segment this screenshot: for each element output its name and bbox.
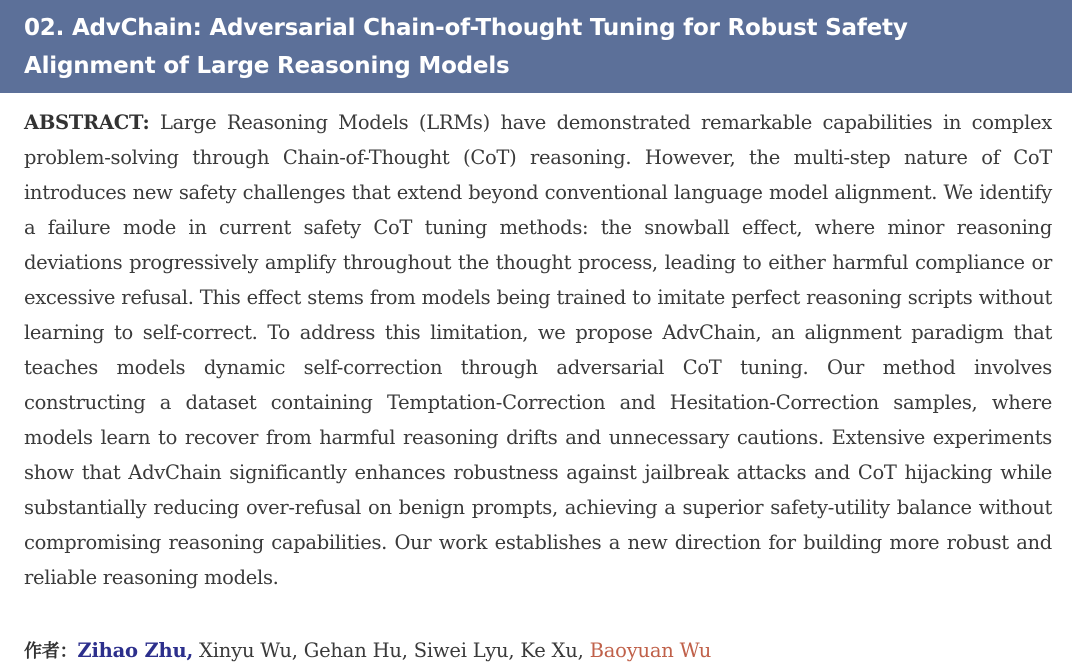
author-line bbox=[24, 634, 1052, 668]
first-author: Zihao Zhu, bbox=[77, 639, 194, 662]
corresponding-author: Baoyuan Wu bbox=[589, 639, 712, 662]
authors-label: 作者： bbox=[24, 641, 78, 662]
abstract-paragraph bbox=[24, 105, 1052, 595]
title-banner bbox=[0, 0, 1072, 93]
abstract-text: Large Reasoning Models (LRMs) have demonstrated remarkable capabilities in complex problem-solving through Chain-of-Thought (CoT) reasoning. However, the multi-step nature of CoT introduces new safety challenges that extend beyond conventional language model alignment. We identify a failure mode in current safety CoT tuning methods: the snowball effect, where minor reasoning deviations progressively amplify throughout the thought process, leading to either harmful compliance or excessive refusal. This effect stems from models being trained to imitate perfect reasoning scripts without learning to self-correct. To address this limitation, we propose AdvChain, an alignment paradigm that teaches models dynamic self-correction through adversarial CoT tuning. Our method involves constructing a dataset containing Temptation-Correction and Hesitation-Correction samples, where models learn to recover from harmful reasoning drifts and unnecessary cautions. Extensive experiments show that AdvChain significantly enhances robustness against jailbreak attacks and CoT hijacking while substantially reducing over-refusal on benign prompts, achieving a superior safety-utility balance without compromising reasoning capabilities. Our work establishes a new direction for building more robust and reliable reasoning models. bbox=[24, 111, 1052, 589]
abstract-label: ABSTRACT: bbox=[24, 111, 150, 134]
middle-authors: Xinyu Wu, Gehan Hu, Siwei Lyu, Ke Xu, bbox=[193, 639, 590, 662]
paper-title: 02. AdvChain: Adversarial Chain-of-Thought Tuning for Robust Safety Alignment of Large Reasoning Models bbox=[24, 15, 908, 79]
